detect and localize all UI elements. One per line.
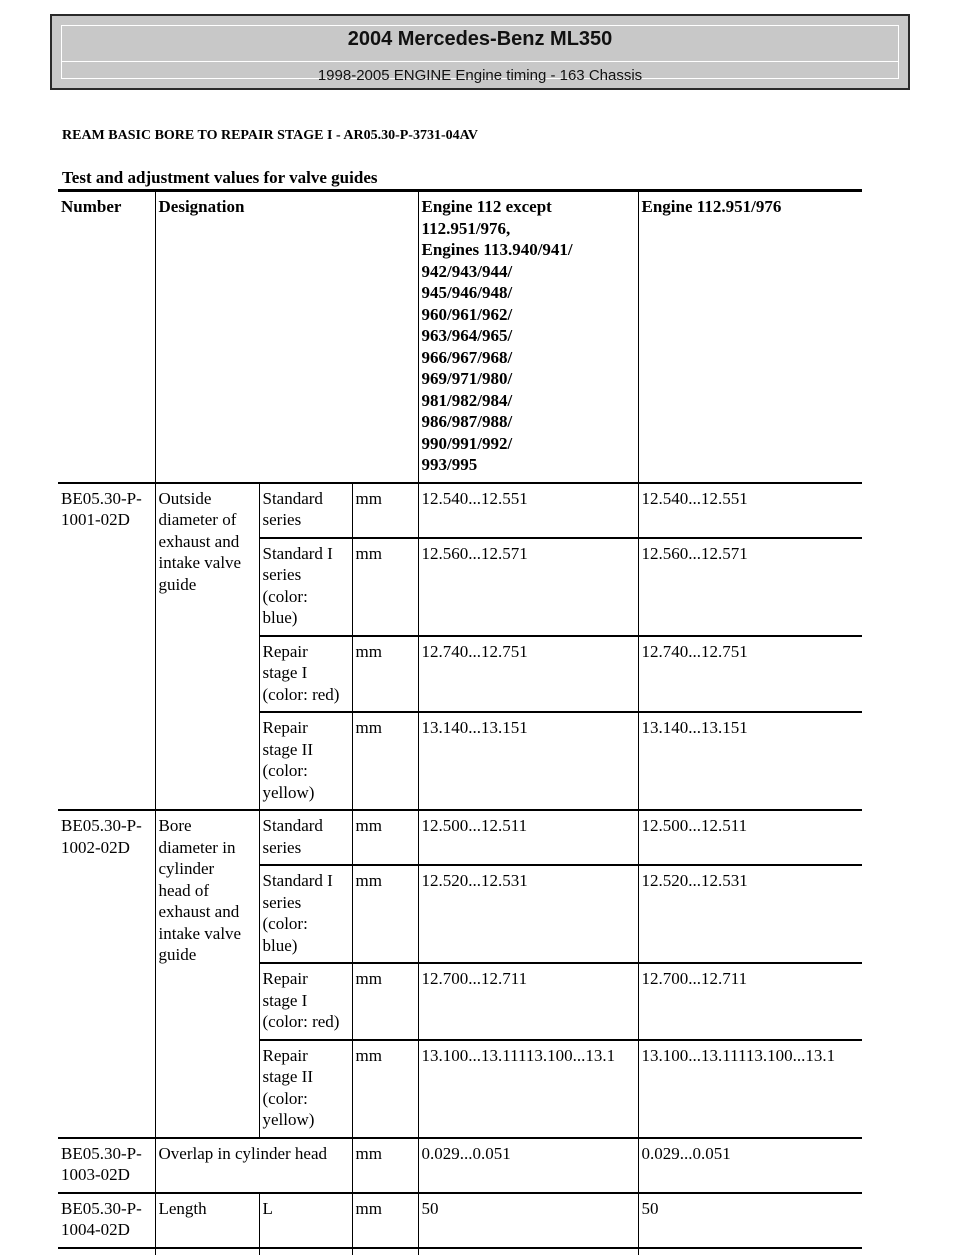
unit-cell: mm [352,483,418,538]
spec-number: BE05.30-P- 1001-02D [58,483,155,811]
variant-label: Standard I series (color: blue) [259,865,352,963]
spec-number: BE05.30-P- 1003-02D [58,1138,155,1193]
continuation-cell [352,1248,418,1255]
section-subtitle: 1998-2005 ENGINE Engine timing - 163 Chassis [317,67,643,84]
vehicle-title: 2004 Mercedes-Benz ML350 [347,28,613,50]
continuation-cell [638,1248,862,1255]
engine-a-value: 12.700...12.711 [418,963,638,1040]
unit-cell: mm [352,712,418,810]
table-row [58,810,862,865]
continuation-cell [58,1248,155,1255]
variant-label: Repair stage I (color: red) [259,636,352,713]
engine-b-value: 12.560...12.571 [638,538,862,636]
unit-cell: mm [352,1193,418,1248]
variant-label: Standard series [259,810,352,865]
unit-cell: mm [352,538,418,636]
engine-b-value: 12.520...12.531 [638,865,862,963]
engine-a-value: 12.520...12.531 [418,865,638,963]
engine-a-value: 13.140...13.151 [418,712,638,810]
engine-a-value: 12.740...12.751 [418,636,638,713]
spec-designation: Outside diameter of exhaust and intake valve guide [155,483,259,811]
engine-a-value: 0.029...0.051 [418,1138,638,1193]
engine-b-value: 0.029...0.051 [638,1138,862,1193]
valve-guide-spec-table [58,189,862,1255]
column-header-number: Number [58,191,155,483]
symbol-cell: L [259,1193,352,1248]
engine-a-value: 50 [418,1193,638,1248]
variant-label: Repair stage II (color: yellow) [259,712,352,810]
table-continuation [58,1248,862,1255]
page-header-banner [50,14,910,90]
spec-number: BE05.30-P- 1002-02D [58,810,155,1138]
column-header-engine-b: Engine 112.951/976 [638,191,862,483]
engine-a-value: 12.540...12.551 [418,483,638,538]
spec-designation: Bore diameter in cylinder head of exhaust and intake valve guide [155,810,259,1138]
engine-b-value: 13.100...13.11113.100...13.1 [638,1040,862,1138]
procedure-heading: REAM BASIC BORE TO REPAIR STAGE I - AR05.30-P-3731-04AV [62,128,479,143]
variant-label: Standard I series (color: blue) [259,538,352,636]
unit-cell: mm [352,810,418,865]
engine-b-value: 12.700...12.711 [638,963,862,1040]
engine-b-value: 12.540...12.551 [638,483,862,538]
variant-label: Standard series [259,483,352,538]
table-row [58,1193,862,1248]
spec-designation: Length [155,1193,259,1248]
table-row [58,483,862,538]
variant-label: Repair stage II (color: yellow) [259,1040,352,1138]
banner-divider [61,61,899,62]
engine-b-value: 13.140...13.151 [638,712,862,810]
table-header-row [58,191,862,483]
unit-cell: mm [352,636,418,713]
spec-designation: Overlap in cylinder head [155,1138,352,1193]
column-header-designation: Designation [155,191,418,483]
engine-b-value: 50 [638,1193,862,1248]
continuation-cell [418,1248,638,1255]
engine-a-value: 12.500...12.511 [418,810,638,865]
unit-cell: mm [352,865,418,963]
spec-number: BE05.30-P- 1004-02D [58,1193,155,1248]
unit-cell: mm [352,1040,418,1138]
engine-a-value: 12.560...12.571 [418,538,638,636]
engine-a-value: 13.100...13.11113.100...13.1 [418,1040,638,1138]
continuation-cell [155,1248,259,1255]
table-row [58,1138,862,1193]
engine-b-value: 12.500...12.511 [638,810,862,865]
variant-label: Repair stage I (color: red) [259,963,352,1040]
unit-cell: mm [352,1138,418,1193]
table-title: Test and adjustment values for valve guides [62,168,378,187]
column-header-engine-a: Engine 112 except 112.951/976, Engines 113.940/941/ 942/943/944/ 945/946/948/ 960/961/962/ 963/964/965/ 966/967/968/ 969/971/980/ 981/982/984/ 986/987/988/ 990/991/992/ 993/995 [418,191,638,483]
engine-b-value: 12.740...12.751 [638,636,862,713]
unit-cell: mm [352,963,418,1040]
continuation-cell [259,1248,352,1255]
